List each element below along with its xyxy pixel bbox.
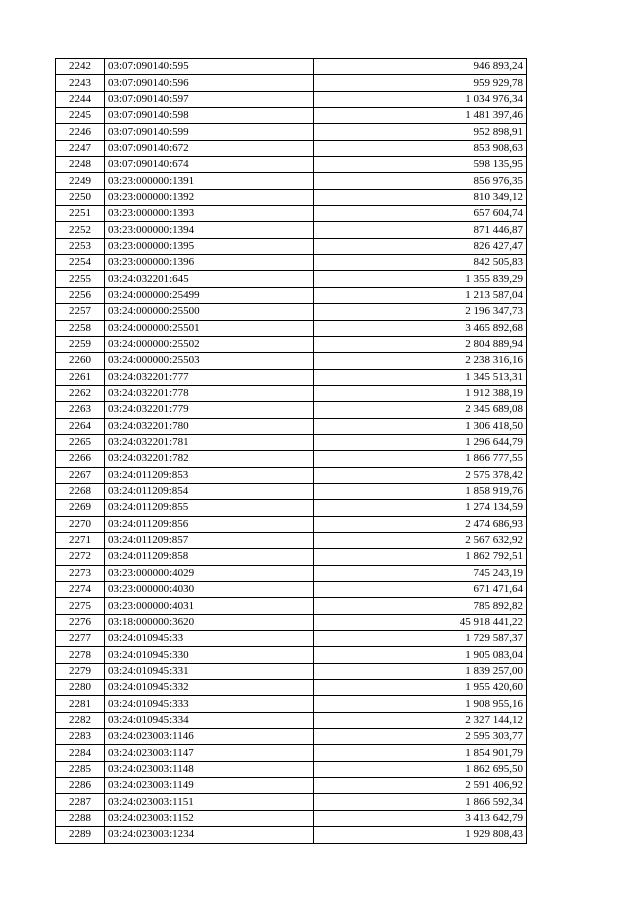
row-number-cell: 2274 <box>56 582 105 598</box>
table-row <box>56 271 527 287</box>
row-number-cell: 2281 <box>56 696 105 712</box>
cadastral-number-cell: 03:07:090140:672 <box>105 140 314 156</box>
cadastral-number-cell: 03:24:011209:857 <box>105 532 314 548</box>
row-number-cell: 2282 <box>56 712 105 728</box>
table-row <box>56 385 527 401</box>
row-number-cell: 2276 <box>56 614 105 630</box>
cadastral-value-cell: 2 567 632,92 <box>314 532 527 548</box>
cadastral-value-cell: 1 955 420,60 <box>314 680 527 696</box>
row-number-cell: 2255 <box>56 271 105 287</box>
cadastral-number-cell: 03:24:032201:780 <box>105 418 314 434</box>
cadastral-value-cell: 2 327 144,12 <box>314 712 527 728</box>
cadastral-number-cell: 03:24:010945:33 <box>105 631 314 647</box>
table-row <box>56 778 527 794</box>
cadastral-value-cell: 856 976,35 <box>314 173 527 189</box>
table-row <box>56 598 527 614</box>
cadastral-number-cell: 03:24:010945:334 <box>105 712 314 728</box>
cadastral-value-cell: 1 213 587,04 <box>314 287 527 303</box>
table-row <box>56 75 527 91</box>
cadastral-number-cell: 03:24:010945:332 <box>105 680 314 696</box>
row-number-cell: 2271 <box>56 532 105 548</box>
table-row <box>56 582 527 598</box>
row-number-cell: 2244 <box>56 91 105 107</box>
cadastral-number-cell: 03:24:032201:779 <box>105 402 314 418</box>
cadastral-number-cell: 03:24:011209:853 <box>105 467 314 483</box>
cadastral-value-cell: 2 804 889,94 <box>314 336 527 352</box>
row-number-cell: 2275 <box>56 598 105 614</box>
row-number-cell: 2289 <box>56 827 105 843</box>
row-number-cell: 2273 <box>56 565 105 581</box>
table-row <box>56 304 527 320</box>
cadastral-value-cell: 1 345 513,31 <box>314 369 527 385</box>
cadastral-value-cell: 3 465 892,68 <box>314 320 527 336</box>
cadastral-value-cell: 1 866 592,34 <box>314 794 527 810</box>
row-number-cell: 2269 <box>56 500 105 516</box>
cadastral-number-cell: 03:24:000000:25502 <box>105 336 314 352</box>
row-number-cell: 2256 <box>56 287 105 303</box>
table-row <box>56 140 527 156</box>
cadastral-number-cell: 03:23:000000:1392 <box>105 189 314 205</box>
cadastral-value-cell: 745 243,19 <box>314 565 527 581</box>
table-row <box>56 712 527 728</box>
row-number-cell: 2279 <box>56 663 105 679</box>
cadastral-number-cell: 03:24:011209:856 <box>105 516 314 532</box>
table-body <box>56 59 527 844</box>
cadastral-number-cell: 03:07:090140:599 <box>105 124 314 140</box>
cadastral-value-cell: 785 892,82 <box>314 598 527 614</box>
cadastral-value-cell: 1 839 257,00 <box>314 663 527 679</box>
row-number-cell: 2249 <box>56 173 105 189</box>
row-number-cell: 2261 <box>56 369 105 385</box>
row-number-cell: 2286 <box>56 778 105 794</box>
cadastral-value-cell: 842 505,83 <box>314 255 527 271</box>
cadastral-value-cell: 657 604,74 <box>314 206 527 222</box>
table-row <box>56 794 527 810</box>
row-number-cell: 2252 <box>56 222 105 238</box>
row-number-cell: 2251 <box>56 206 105 222</box>
cadastral-value-cell: 810 349,12 <box>314 189 527 205</box>
cadastral-value-cell: 2 345 689,08 <box>314 402 527 418</box>
row-number-cell: 2260 <box>56 353 105 369</box>
row-number-cell: 2246 <box>56 124 105 140</box>
cadastral-number-cell: 03:07:090140:597 <box>105 91 314 107</box>
cadastral-value-cell: 1 306 418,50 <box>314 418 527 434</box>
cadastral-value-cell: 1 905 083,04 <box>314 647 527 663</box>
cadastral-number-cell: 03:24:000000:25500 <box>105 304 314 320</box>
cadastral-number-cell: 03:24:023003:1148 <box>105 761 314 777</box>
row-number-cell: 2247 <box>56 140 105 156</box>
row-number-cell: 2266 <box>56 451 105 467</box>
row-number-cell: 2283 <box>56 729 105 745</box>
table-row <box>56 402 527 418</box>
table-row <box>56 59 527 75</box>
row-number-cell: 2243 <box>56 75 105 91</box>
table-row <box>56 369 527 385</box>
cadastral-value-cell: 1 929 808,43 <box>314 827 527 843</box>
cadastral-value-cell: 1 862 695,50 <box>314 761 527 777</box>
cadastral-number-cell: 03:23:000000:4030 <box>105 582 314 598</box>
table-row <box>56 647 527 663</box>
cadastral-number-cell: 03:24:023003:1146 <box>105 729 314 745</box>
table-row <box>56 680 527 696</box>
table-row <box>56 336 527 352</box>
row-number-cell: 2287 <box>56 794 105 810</box>
table-row <box>56 467 527 483</box>
table-row <box>56 827 527 843</box>
cadastral-number-cell: 03:24:023003:1149 <box>105 778 314 794</box>
cadastral-number-cell: 03:07:090140:674 <box>105 157 314 173</box>
cadastral-number-cell: 03:24:023003:1147 <box>105 745 314 761</box>
cadastral-number-cell: 03:24:023003:1151 <box>105 794 314 810</box>
cadastral-value-cell: 3 413 642,79 <box>314 810 527 826</box>
row-number-cell: 2253 <box>56 238 105 254</box>
table-row <box>56 91 527 107</box>
cadastral-number-cell: 03:23:000000:4031 <box>105 598 314 614</box>
cadastral-value-cell: 1 912 388,19 <box>314 385 527 401</box>
table-row <box>56 549 527 565</box>
table-row <box>56 189 527 205</box>
cadastral-number-cell: 03:24:010945:333 <box>105 696 314 712</box>
table-row <box>56 320 527 336</box>
cadastral-number-cell: 03:23:000000:1393 <box>105 206 314 222</box>
cadastral-value-cell: 1 862 792,51 <box>314 549 527 565</box>
table-row <box>56 434 527 450</box>
table-row <box>56 810 527 826</box>
table-row <box>56 108 527 124</box>
table-row <box>56 516 527 532</box>
cadastral-value-cell: 946 893,24 <box>314 59 527 75</box>
cadastral-value-cell: 871 446,87 <box>314 222 527 238</box>
table-row <box>56 255 527 271</box>
row-number-cell: 2278 <box>56 647 105 663</box>
cadastral-value-cell: 1 866 777,55 <box>314 451 527 467</box>
cadastral-number-cell: 03:24:000000:25499 <box>105 287 314 303</box>
cadastral-number-cell: 03:23:000000:4029 <box>105 565 314 581</box>
row-number-cell: 2264 <box>56 418 105 434</box>
table-row <box>56 483 527 499</box>
row-number-cell: 2284 <box>56 745 105 761</box>
cadastral-value-cell: 1 908 955,16 <box>314 696 527 712</box>
cadastral-value-cell: 2 591 406,92 <box>314 778 527 794</box>
cadastral-value-cell: 826 427,47 <box>314 238 527 254</box>
cadastral-number-cell: 03:18:000000:3620 <box>105 614 314 630</box>
cadastral-number-cell: 03:23:000000:1394 <box>105 222 314 238</box>
table-row <box>56 173 527 189</box>
row-number-cell: 2265 <box>56 434 105 450</box>
row-number-cell: 2259 <box>56 336 105 352</box>
table-row <box>56 500 527 516</box>
cadastral-number-cell: 03:24:032201:777 <box>105 369 314 385</box>
cadastral-value-cell: 2 238 316,16 <box>314 353 527 369</box>
cadastral-value-cell: 1 034 976,34 <box>314 91 527 107</box>
table-row <box>56 238 527 254</box>
cadastral-value-cell: 1 854 901,79 <box>314 745 527 761</box>
cadastral-value-cell: 1 355 839,29 <box>314 271 527 287</box>
table-row <box>56 745 527 761</box>
cadastral-number-cell: 03:23:000000:1391 <box>105 173 314 189</box>
cadastral-number-cell: 03:23:000000:1396 <box>105 255 314 271</box>
row-number-cell: 2258 <box>56 320 105 336</box>
cadastral-value-cell: 853 908,63 <box>314 140 527 156</box>
cadastral-number-cell: 03:24:011209:854 <box>105 483 314 499</box>
cadastral-number-cell: 03:24:032201:781 <box>105 434 314 450</box>
cadastral-value-cell: 1 296 644,79 <box>314 434 527 450</box>
row-number-cell: 2277 <box>56 631 105 647</box>
cadastral-number-cell: 03:24:011209:855 <box>105 500 314 516</box>
cadastral-value-cell: 1 729 587,37 <box>314 631 527 647</box>
cadastral-number-cell: 03:24:023003:1152 <box>105 810 314 826</box>
cadastral-value-cell: 2 595 303,77 <box>314 729 527 745</box>
row-number-cell: 2270 <box>56 516 105 532</box>
cadastral-number-cell: 03:24:032201:645 <box>105 271 314 287</box>
cadastral-value-cell: 598 135,95 <box>314 157 527 173</box>
cadastral-value-cell: 2 575 378,42 <box>314 467 527 483</box>
cadastral-value-cell: 1 481 397,46 <box>314 108 527 124</box>
table-row <box>56 614 527 630</box>
cadastral-value-cell: 959 929,78 <box>314 75 527 91</box>
row-number-cell: 2257 <box>56 304 105 320</box>
cadastral-value-cell: 952 898,91 <box>314 124 527 140</box>
row-number-cell: 2245 <box>56 108 105 124</box>
table-row <box>56 451 527 467</box>
cadastral-value-cell: 671 471,64 <box>314 582 527 598</box>
row-number-cell: 2267 <box>56 467 105 483</box>
row-number-cell: 2248 <box>56 157 105 173</box>
row-number-cell: 2272 <box>56 549 105 565</box>
table-row <box>56 663 527 679</box>
row-number-cell: 2280 <box>56 680 105 696</box>
table-row <box>56 157 527 173</box>
row-number-cell: 2263 <box>56 402 105 418</box>
cadastral-number-cell: 03:07:090140:595 <box>105 59 314 75</box>
row-number-cell: 2254 <box>56 255 105 271</box>
cadastral-number-cell: 03:24:000000:25501 <box>105 320 314 336</box>
row-number-cell: 2285 <box>56 761 105 777</box>
row-number-cell: 2242 <box>56 59 105 75</box>
cadastral-value-cell: 1 274 134,59 <box>314 500 527 516</box>
table-row <box>56 222 527 238</box>
row-number-cell: 2288 <box>56 810 105 826</box>
cadastral-number-cell: 03:23:000000:1395 <box>105 238 314 254</box>
row-number-cell: 2268 <box>56 483 105 499</box>
table-row <box>56 565 527 581</box>
cadastral-number-cell: 03:07:090140:598 <box>105 108 314 124</box>
table-row <box>56 206 527 222</box>
cadastral-number-cell: 03:24:010945:330 <box>105 647 314 663</box>
table-row <box>56 761 527 777</box>
cadastral-value-cell: 2 196 347,73 <box>314 304 527 320</box>
table-row <box>56 532 527 548</box>
cadastral-value-table <box>55 58 527 844</box>
table-row <box>56 287 527 303</box>
cadastral-value-cell: 45 918 441,22 <box>314 614 527 630</box>
cadastral-value-cell: 1 858 919,76 <box>314 483 527 499</box>
cadastral-number-cell: 03:24:011209:858 <box>105 549 314 565</box>
table-row <box>56 418 527 434</box>
row-number-cell: 2250 <box>56 189 105 205</box>
cadastral-value-cell: 2 474 686,93 <box>314 516 527 532</box>
row-number-cell: 2262 <box>56 385 105 401</box>
cadastral-number-cell: 03:24:032201:782 <box>105 451 314 467</box>
cadastral-number-cell: 03:07:090140:596 <box>105 75 314 91</box>
cadastral-number-cell: 03:24:023003:1234 <box>105 827 314 843</box>
cadastral-number-cell: 03:24:010945:331 <box>105 663 314 679</box>
cadastral-number-cell: 03:24:032201:778 <box>105 385 314 401</box>
table-row <box>56 124 527 140</box>
table-row <box>56 631 527 647</box>
table-row <box>56 353 527 369</box>
cadastral-number-cell: 03:24:000000:25503 <box>105 353 314 369</box>
table-row <box>56 696 527 712</box>
table-row <box>56 729 527 745</box>
